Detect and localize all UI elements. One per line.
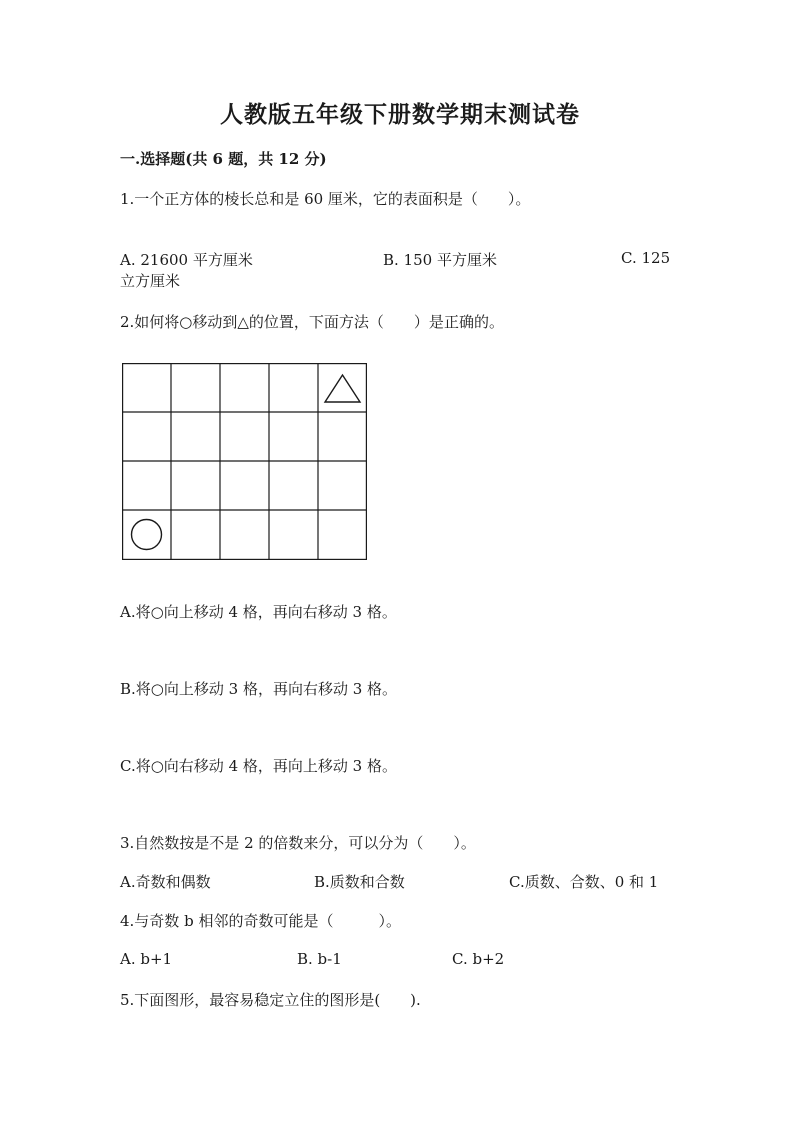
question-2: 2.如何将○移动到△的位置，下面方法（ ）是正确的。 <box>120 313 504 331</box>
q2-option-a: A.将○向上移动 4 格，再向右移动 3 格。 <box>120 603 397 621</box>
question-5: 5.下面图形，最容易稳定立住的图形是( ). <box>120 991 421 1009</box>
q1-option-c: C. 125 <box>621 249 671 267</box>
q4-option-a: A. b+1 <box>120 950 173 968</box>
q3-option-b: B.质数和合数 <box>314 873 405 891</box>
grid-svg <box>122 363 367 560</box>
question-4: 4.与奇数 b 相邻的奇数可能是（ ）。 <box>120 912 401 930</box>
move-grid-figure <box>122 363 367 560</box>
page-title: 人教版五年级下册数学期末测试卷 <box>220 101 580 128</box>
q1-option-b: B. 150 平方厘米 <box>383 251 497 269</box>
q4-option-b: B. b-1 <box>297 950 342 968</box>
q2-option-b: B.将○向上移动 3 格，再向右移动 3 格。 <box>120 680 398 698</box>
q1-option-c-continued: 立方厘米 <box>120 272 181 290</box>
section-heading: 一.选择题(共 6 题，共 12 分) <box>120 150 327 168</box>
circle-icon <box>132 520 162 550</box>
question-1: 1.一个正方体的棱长总和是 60 厘米，它的表面积是（ ）。 <box>120 190 531 208</box>
question-3: 3.自然数按是不是 2 的倍数来分，可以分为（ ）。 <box>120 834 476 852</box>
q3-option-c: C.质数、合数、0 和 1 <box>509 873 659 891</box>
q1-option-a: A. 21600 平方厘米 <box>120 251 253 269</box>
q2-option-c: C.将○向右移动 4 格，再向上移动 3 格。 <box>120 757 397 775</box>
q4-option-c: C. b+2 <box>452 950 505 968</box>
q3-option-a: A.奇数和偶数 <box>120 873 211 891</box>
triangle-icon <box>325 375 360 402</box>
